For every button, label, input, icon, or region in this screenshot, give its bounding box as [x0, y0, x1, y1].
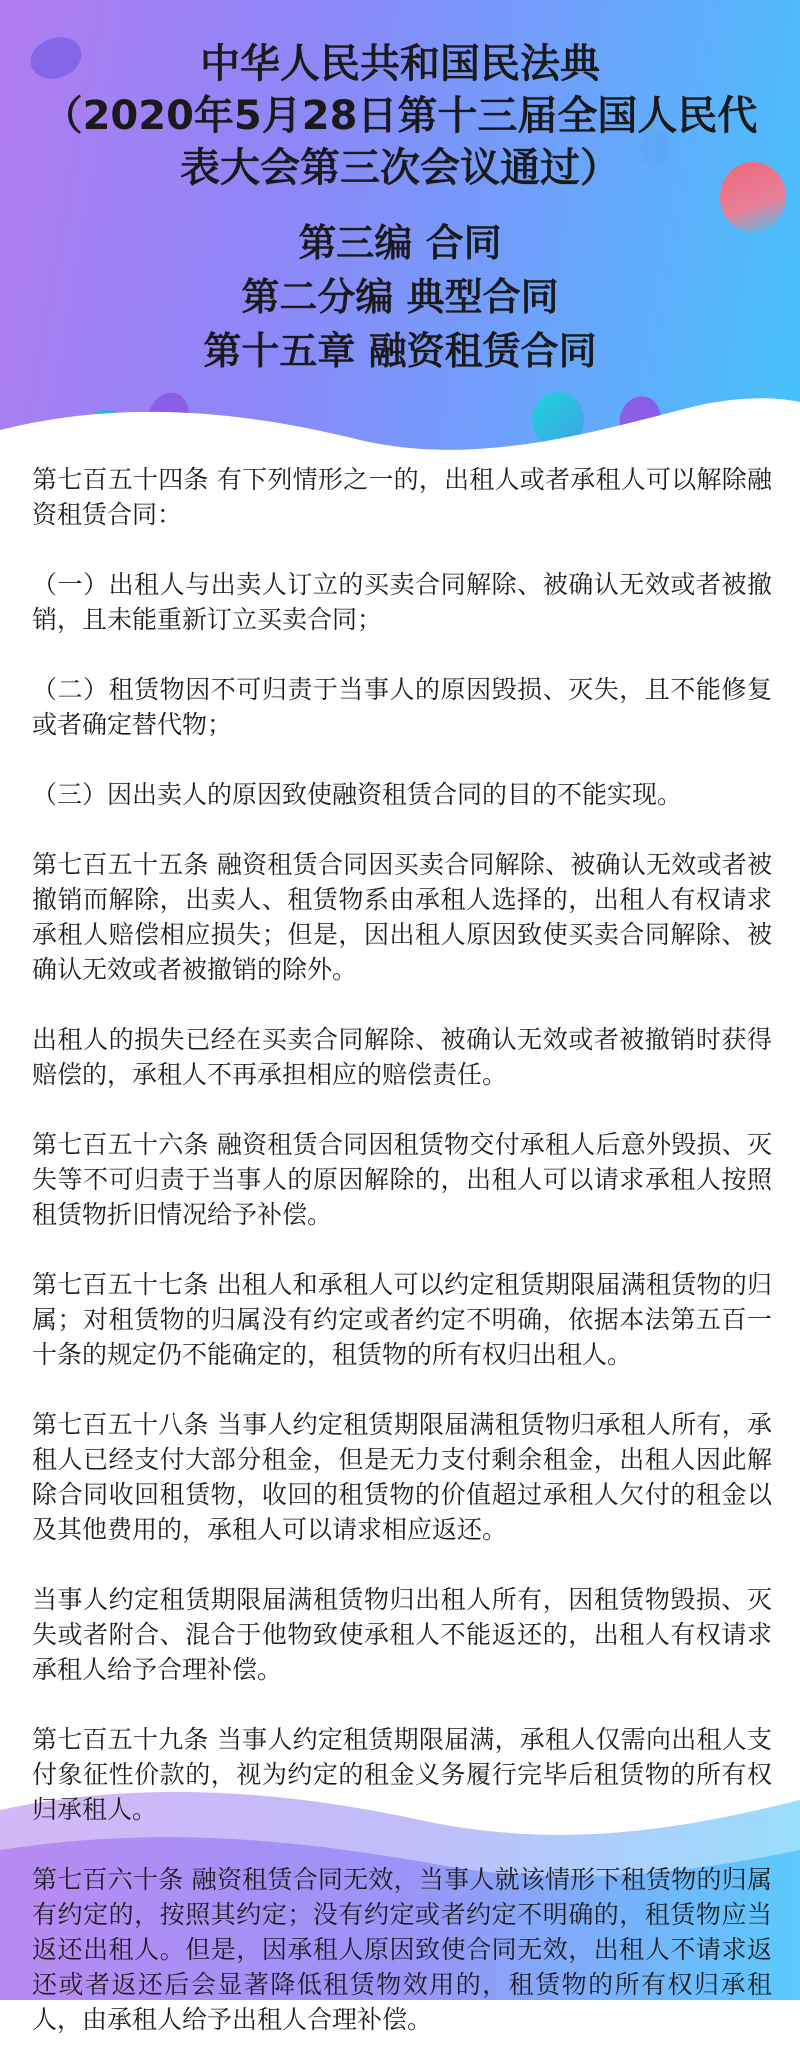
header-banner — [0, 0, 800, 470]
article-760: 第七百六十条 融资租赁合同无效，当事人就该情形下租赁物的归属有约定的，按照其约定；没有约定或者约定不明确的，租赁物应当返还出租人。但是，因承租人原因致使合同无效，出租人不请求返还或者返还后会显著降低租赁物效用的，租赁物的所有权归承租人，由承租人给予出租人合理补偿。 — [32, 1865, 772, 2034]
article-756: 第七百五十六条 融资租赁合同因租赁物交付承租人后意外毁损、灭失等不可归责于当事人的原因解除的，出租人可以请求承租人按照租赁物折旧情况给予补偿。 — [32, 1130, 772, 1229]
subpart-heading: 第二分编 典型合同 — [241, 275, 559, 319]
law-title-date: （2020年5月28日第十三届全国人民代 — [42, 93, 758, 139]
article-754-item-3: （三）因出卖人的原因致使融资租赁合同的目的不能实现。 — [32, 780, 683, 809]
article-body — [32, 462, 772, 2072]
article-758: 第七百五十八条 当事人约定租赁期限届满租赁物归承租人所有，承租人已经支付大部分租金，但是无力支付剩余租金，出租人因此解除合同收回租赁物，收回的租赁物的价值超过承租人欠付的租金以及其他费用的，承租人可以请求相应返还。 — [32, 1410, 772, 1544]
header-titles — [0, 38, 800, 378]
article-755: 第七百五十五条 融资租赁合同因买卖合同解除、被确认无效或者被撤销而解除，出卖人、租赁物系由承租人选择的，出租人有权请求承租人赔偿相应损失；但是，因出租人原因致使买卖合同解除、被确认无效或者被撤销的除外。 — [32, 850, 772, 984]
article-754-item-1: （一）出租人与出卖人订立的买卖合同解除、被确认无效或者被撤销，且未能重新订立买卖合同； — [32, 570, 772, 634]
article-755-para-2: 出租人的损失已经在买卖合同解除、被确认无效或者被撤销时获得赔偿的，承租人不再承担相应的赔偿责任。 — [32, 1025, 772, 1089]
law-title-approval: 表大会第三次会议通过） — [180, 145, 620, 191]
part-heading: 第三编 合同 — [298, 221, 502, 265]
law-title: 中华人民共和国民法典 — [200, 41, 600, 87]
chapter-heading: 第十五章 融资租赁合同 — [203, 329, 597, 373]
article-754-item-2: （二）租赁物因不可归责于当事人的原因毁损、灭失，且不能修复或者确定替代物； — [32, 675, 772, 739]
article-758-para-2: 当事人约定租赁期限届满租赁物归出租人所有，因租赁物毁损、灭失或者附合、混合于他物致使承租人不能返还的，出租人有权请求承租人给予合理补偿。 — [32, 1585, 772, 1684]
article-754: 第七百五十四条 有下列情形之一的，出租人或者承租人可以解除融资租赁合同： — [32, 465, 772, 529]
article-759: 第七百五十九条 当事人约定租赁期限届满，承租人仅需向出租人支付象征性价款的，视为约定的租金义务履行完毕后租赁物的所有权归承租人。 — [32, 1725, 772, 1824]
article-757: 第七百五十七条 出租人和承租人可以约定租赁期限届满租赁物的归属；对租赁物的归属没有约定或者约定不明确，依据本法第五百一十条的规定仍不能确定的，租赁物的所有权归出租人。 — [32, 1270, 772, 1369]
